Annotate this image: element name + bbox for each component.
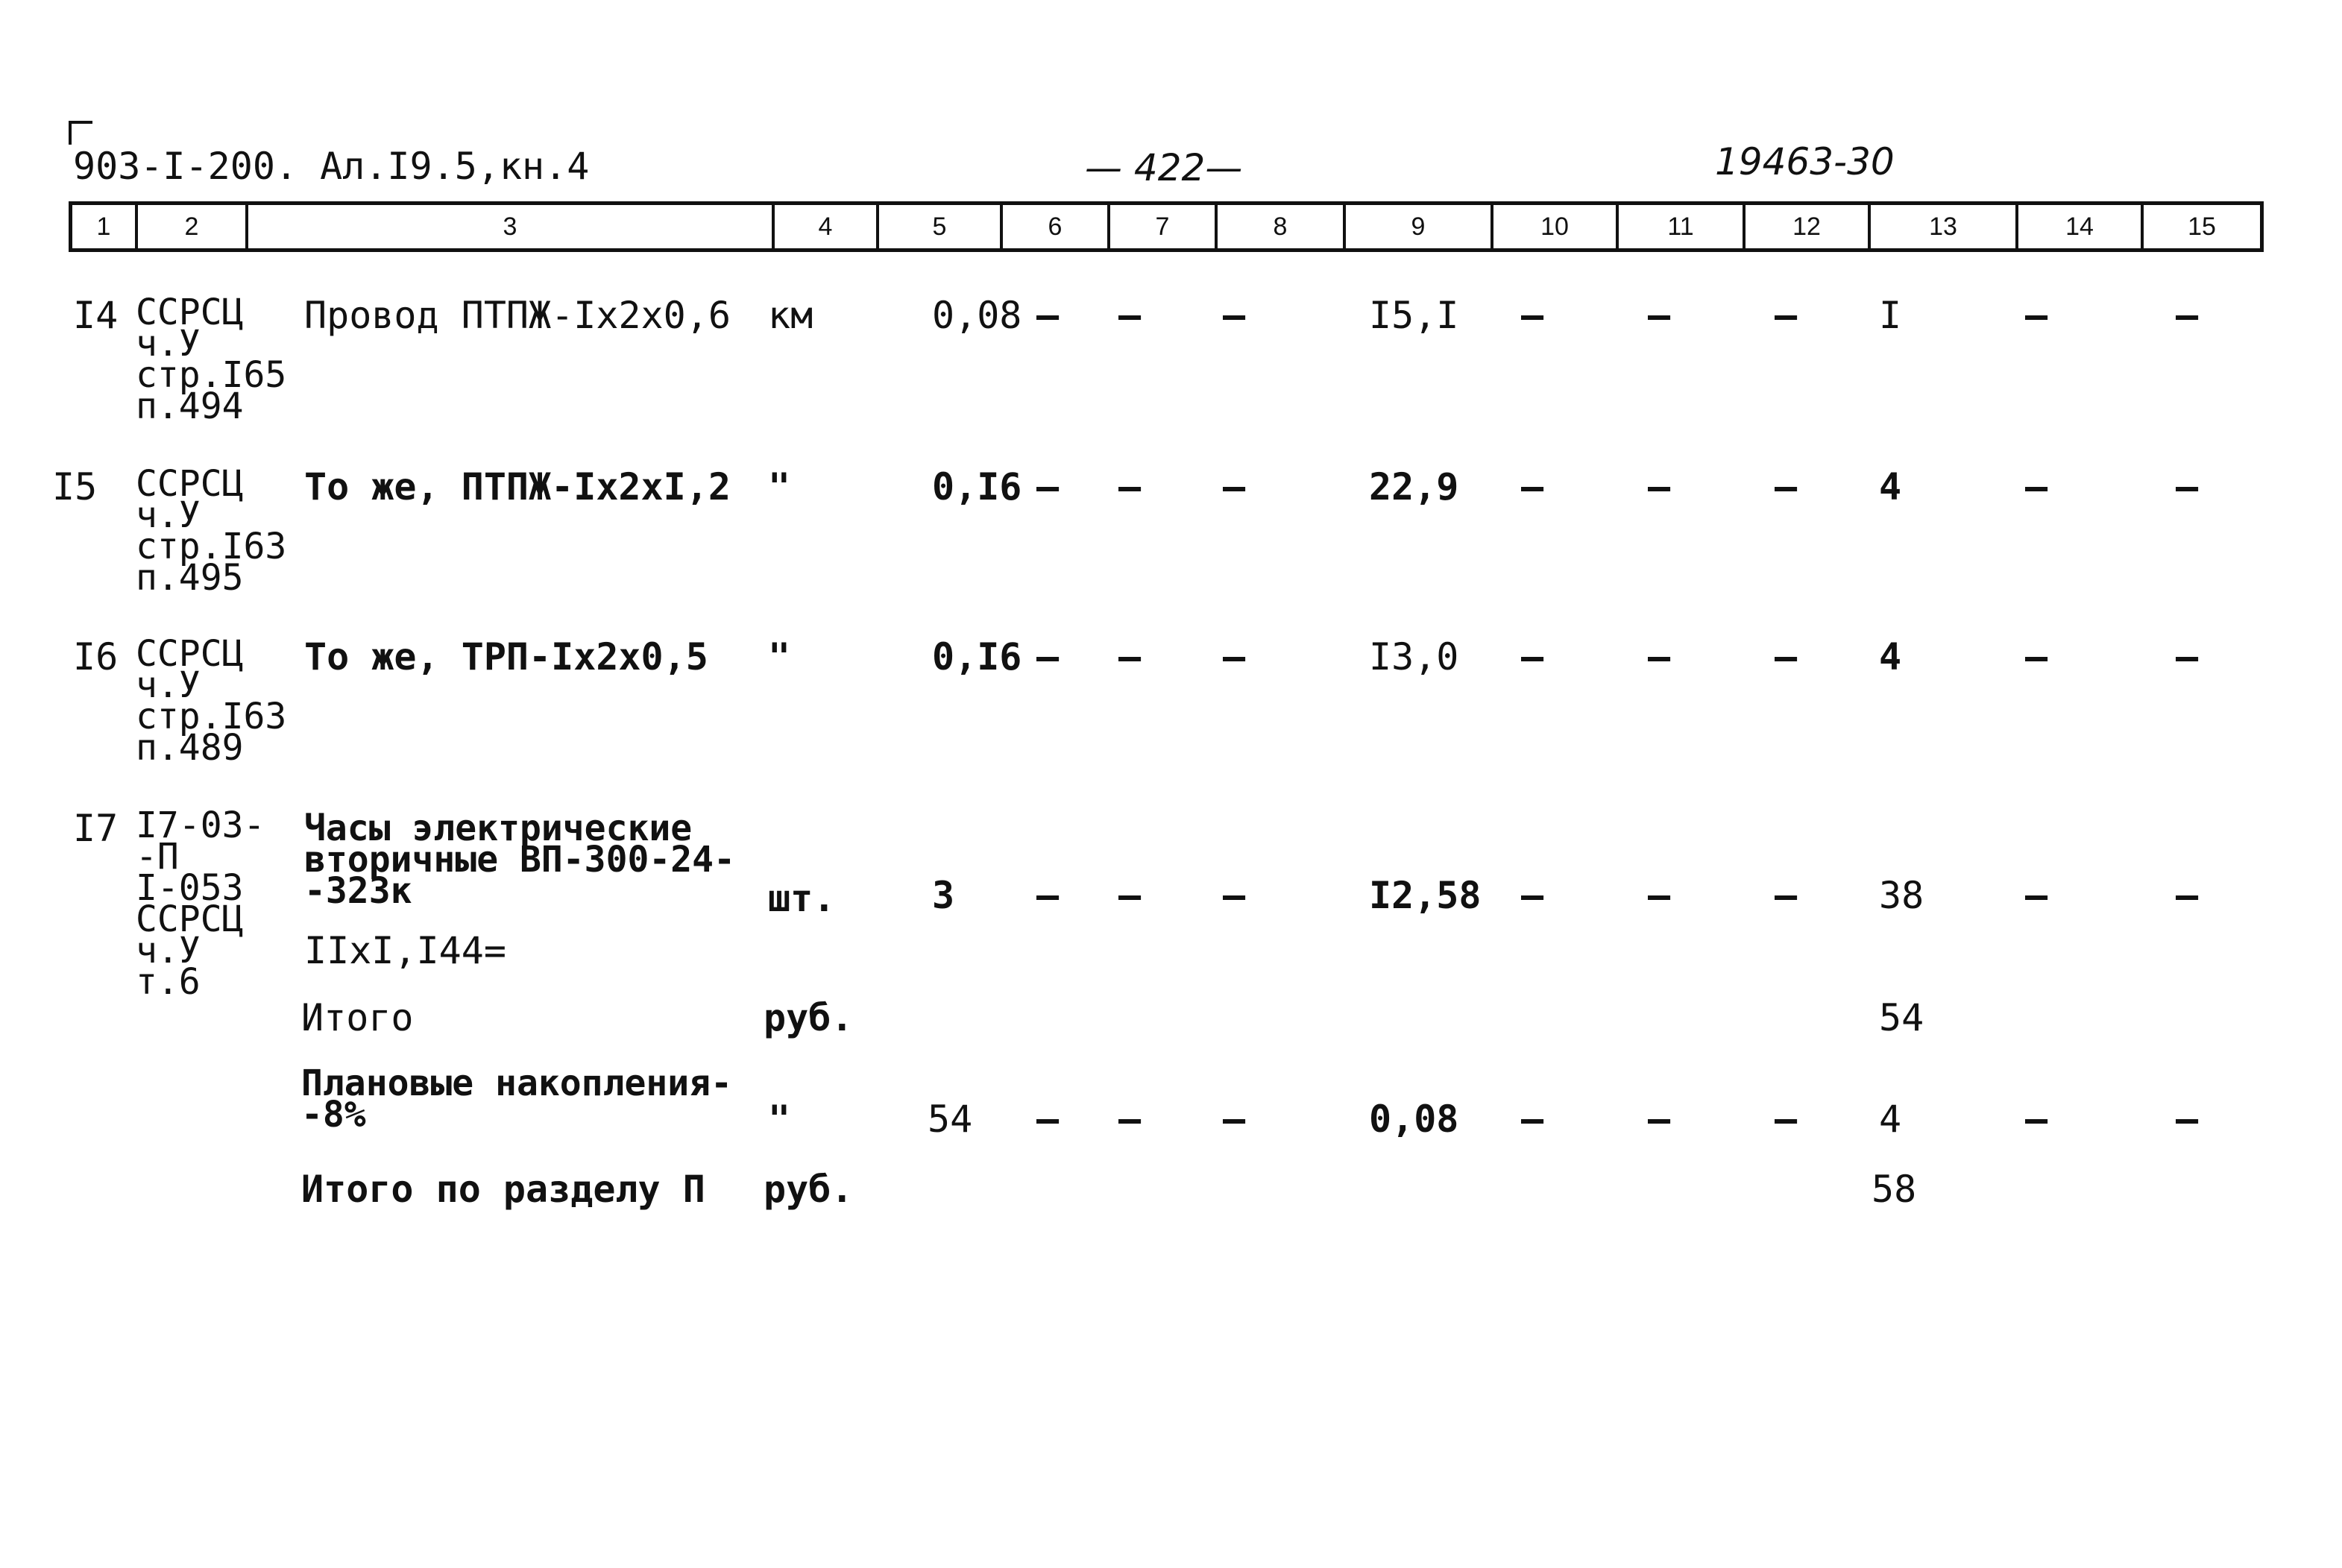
column-header: 12 [1746, 205, 1871, 248]
dash-col8: – [1223, 465, 1246, 509]
item-name: То же, ПТПЖ-Iх2хI,2 [304, 465, 731, 509]
column-header: 15 [2188, 212, 2216, 241]
column-header: 5 [879, 205, 1003, 248]
dash-col15: – [2176, 294, 2199, 337]
unit-price: I5,I [1369, 294, 1459, 337]
dash-col8: – [1223, 1098, 1246, 1141]
doc-reference: 903-I-200. Ал.I9.5,кн.4 [73, 145, 590, 188]
dash-col10: – [1521, 1098, 1544, 1141]
norm-reference: ССРСЦ ч.У стр.I63 п.489 [136, 633, 287, 769]
dash-col11: – [1648, 635, 1671, 678]
dash-col14: – [2025, 465, 2048, 509]
dash-col14: – [2025, 874, 2048, 917]
dash-col12: – [1775, 1098, 1798, 1141]
unit: км [768, 294, 813, 337]
dash-col6: – [1036, 1098, 1060, 1141]
column-header: 7 [1110, 205, 1218, 248]
dash-col10: – [1521, 635, 1544, 678]
unit: шт. [768, 877, 836, 920]
column-header: 14 [2018, 205, 2144, 248]
section-total-label: Итого по разделу П [301, 1168, 705, 1211]
corner-mark [69, 121, 92, 145]
column-header-row [69, 201, 2264, 252]
section-total-unit: руб. [764, 1168, 854, 1211]
unit: " [768, 465, 791, 509]
norm-reference: ССРСЦ ч.У стр.I63 п.495 [136, 463, 287, 599]
item-name: Часы электрические вторичные ВП-300-24- -323к [304, 807, 735, 912]
column-header: 9 [1346, 205, 1493, 248]
savings-cost: 4 [1879, 1098, 1902, 1141]
savings-unit: " [768, 1098, 791, 1141]
column-header: 6 [1003, 205, 1110, 248]
dash-col12: – [1775, 874, 1798, 917]
dash-col15: – [2176, 1098, 2199, 1141]
column-header: 10 [1493, 205, 1619, 248]
row-number: I7 [73, 807, 119, 850]
dash-col7: – [1118, 1098, 1142, 1141]
dash-col10: – [1521, 294, 1544, 337]
dash-col8: – [1223, 635, 1246, 678]
calculation-note: IIхI,I44= [304, 929, 506, 972]
dash-col6: – [1036, 635, 1060, 678]
dash-col14: – [2025, 294, 2048, 337]
dash-col10: – [1521, 465, 1544, 509]
document-number: 19463-30 [1715, 140, 1895, 183]
column-header: 11 [1619, 205, 1746, 248]
dash-col7: – [1118, 465, 1142, 509]
row-number: I6 [73, 635, 119, 678]
dash-col12: – [1775, 465, 1798, 509]
dash-col6: – [1036, 294, 1060, 337]
dash-col15: – [2176, 465, 2199, 509]
dash-col14: – [2025, 1098, 2048, 1141]
section-total-value: 58 [1872, 1168, 1917, 1211]
total-unit: руб. [764, 996, 854, 1039]
dash-col10: – [1521, 874, 1544, 917]
savings-qty: 54 [928, 1098, 973, 1141]
column-header: 4 [775, 205, 879, 248]
total-label: Итого [301, 996, 414, 1039]
savings-label: Плановые накопления- -8% [301, 1062, 732, 1136]
dash-col6: – [1036, 874, 1060, 917]
row-number: I4 [73, 294, 119, 337]
savings-price: 0,08 [1369, 1098, 1459, 1141]
total-cost: 4 [1879, 465, 1902, 509]
dash-col15: – [2176, 874, 2199, 917]
unit-price: 22,9 [1369, 465, 1459, 509]
dash-col12: – [1775, 635, 1798, 678]
dash-col11: – [1648, 874, 1671, 917]
total-cost: 38 [1879, 874, 1924, 917]
quantity: 0,08 [932, 294, 1022, 337]
dash-col8: – [1223, 874, 1246, 917]
dash-col11: – [1648, 465, 1671, 509]
total-cost: 4 [1879, 635, 1902, 678]
dash-col6: – [1036, 465, 1060, 509]
dash-col15: – [2176, 635, 2199, 678]
norm-reference: ССРСЦ ч.У стр.I65 п.494 [136, 292, 287, 427]
quantity: 3 [932, 874, 955, 917]
dash-col7: – [1118, 874, 1142, 917]
unit-price: I3,0 [1369, 635, 1459, 678]
column-header: 1 [72, 205, 138, 248]
dash-col8: – [1223, 294, 1246, 337]
column-header: 8 [1218, 205, 1346, 248]
total-value: 54 [1879, 996, 1924, 1039]
dash-col7: – [1118, 294, 1142, 337]
page-number: — 422— [1085, 146, 1243, 189]
column-header: 13 [1871, 205, 2018, 248]
unit-price: I2,58 [1369, 874, 1482, 917]
item-name: Провод ПТПЖ-Iх2х0,6 [304, 294, 731, 337]
row-number: I5 [52, 465, 98, 509]
dash-col11: – [1648, 294, 1671, 337]
column-header: 2 [138, 205, 248, 248]
quantity: 0,I6 [932, 635, 1022, 678]
norm-reference: I7-03- -П I-053 ССРСЦ ч.У т.6 [136, 805, 265, 1003]
total-cost: I [1879, 294, 1902, 337]
dash-col14: – [2025, 635, 2048, 678]
unit: " [768, 635, 791, 678]
dash-col7: – [1118, 635, 1142, 678]
dash-col12: – [1775, 294, 1798, 337]
dash-col11: – [1648, 1098, 1671, 1141]
item-name: То же, ТРП-Iх2х0,5 [304, 635, 708, 678]
column-header: 3 [248, 205, 775, 248]
quantity: 0,I6 [932, 465, 1022, 509]
